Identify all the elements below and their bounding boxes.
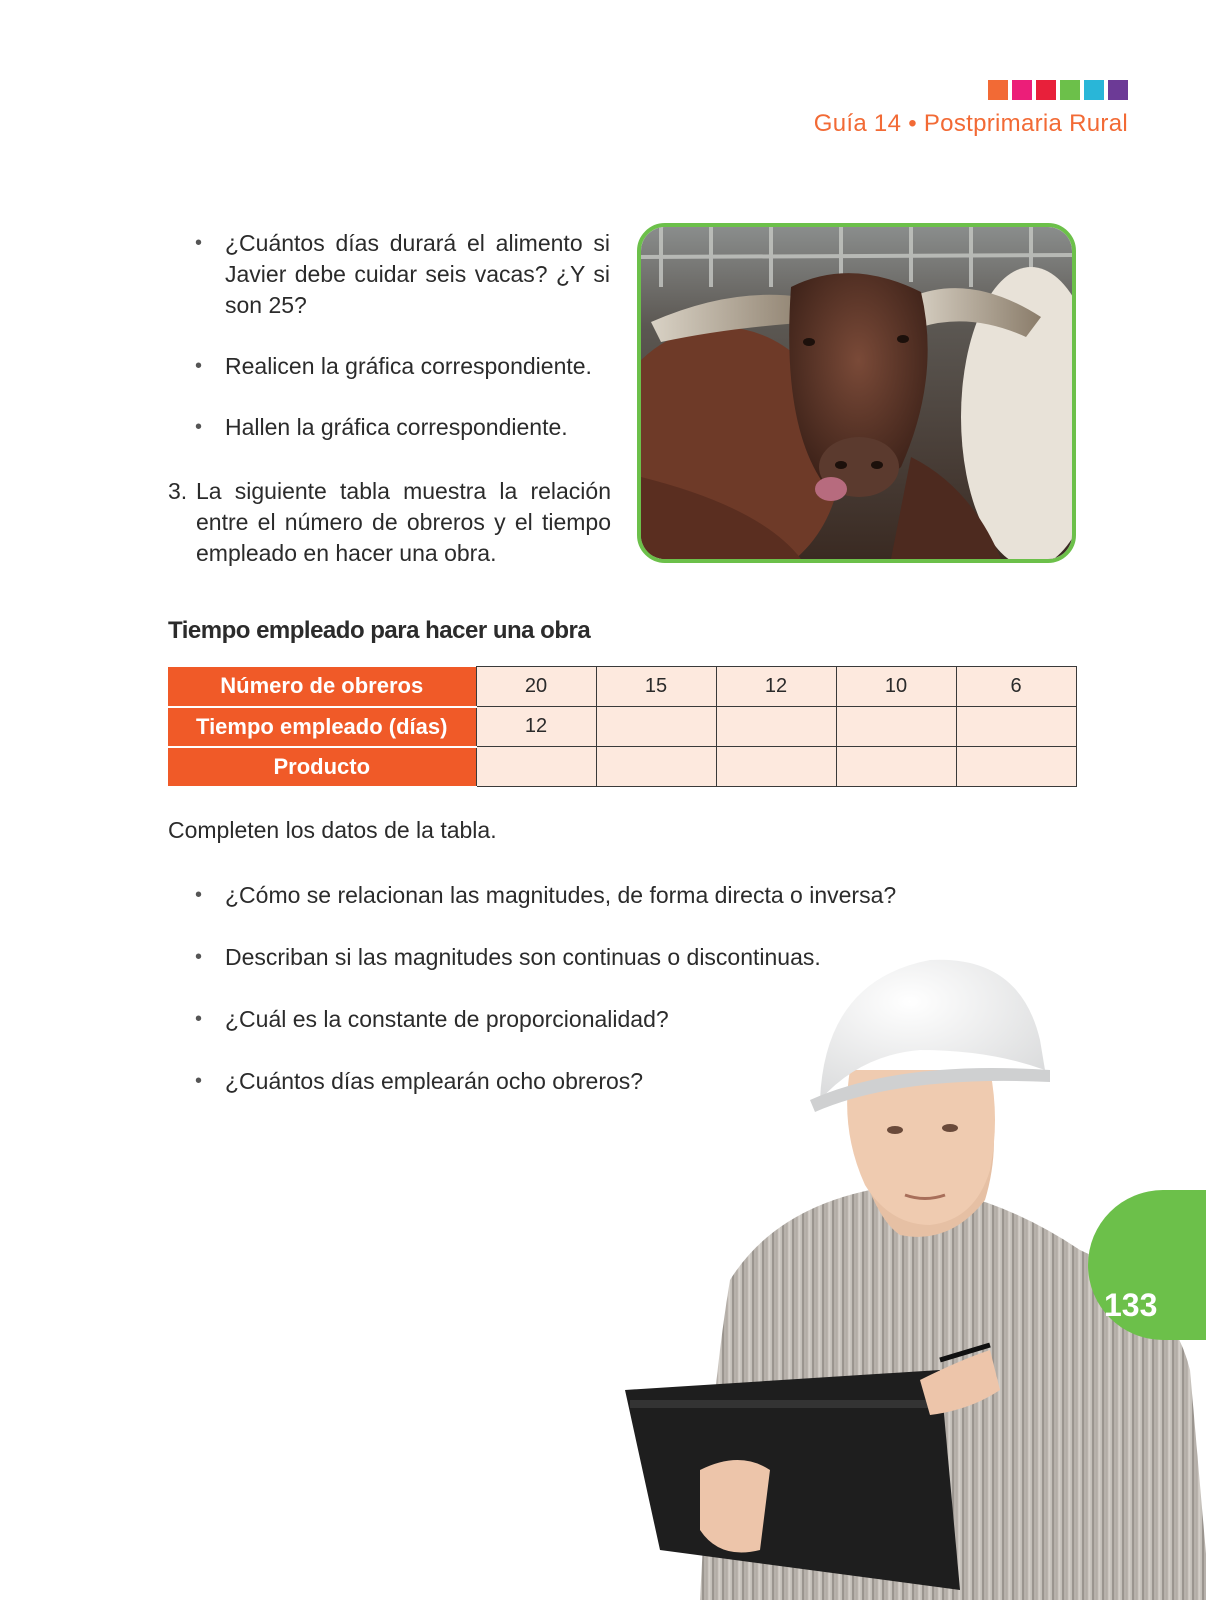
color-swatch (988, 80, 1008, 100)
list-item (195, 1066, 955, 1097)
color-swatch (1084, 80, 1104, 100)
list-item (195, 880, 955, 911)
table-cell: 6 (956, 667, 1076, 707)
table-row (168, 707, 1076, 747)
row-header: Número de obreros (168, 667, 476, 707)
bull-photo (637, 223, 1076, 563)
table-cell (836, 747, 956, 787)
list-item (195, 228, 610, 321)
table-cell (716, 707, 836, 747)
header-title: Guía 14 • Postprimaria Rural (813, 110, 1128, 137)
bullet-text: ¿Cuál es la constante de proporcionalidad? (225, 1006, 669, 1032)
bottom-bullet-list (195, 880, 955, 1128)
table-cell: 15 (596, 667, 716, 707)
bullet-icon: • (195, 1070, 203, 1092)
bullet-icon: • (195, 355, 203, 377)
table-cell (476, 747, 596, 787)
bullet-text: ¿Cómo se relacionan las magnitudes, de forma directa o inversa? (225, 882, 897, 908)
color-swatch (1108, 80, 1128, 100)
data-table (168, 666, 1077, 788)
table-row (168, 747, 1076, 787)
item-text: La siguiente tabla muestra la relación entre el número de obreros y el tiempo empleado en hacer una obra. (196, 478, 611, 566)
top-bullet-list (195, 228, 610, 473)
row-header: Producto (168, 747, 476, 787)
bullet-text: Realicen la gráfica correspondiente. (225, 353, 592, 379)
table-cell (836, 707, 956, 747)
table-cell (596, 747, 716, 787)
list-item (195, 412, 610, 443)
list-item (195, 942, 955, 973)
table-title: Tiempo empleado para hacer una obra (168, 617, 591, 644)
table-cell: 12 (716, 667, 836, 707)
table-cell: 20 (476, 667, 596, 707)
numbered-item-3 (168, 476, 611, 569)
bull-illustration (641, 227, 1072, 559)
table-cell: 12 (476, 707, 596, 747)
color-bar (988, 80, 1128, 100)
table-cell (716, 747, 836, 787)
table-cell (956, 707, 1076, 747)
page-number: 133 (1104, 1287, 1158, 1323)
instruction-text: Completen los datos de la tabla. (168, 817, 497, 843)
color-swatch (1060, 80, 1080, 100)
row-header: Tiempo empleado (días) (168, 707, 476, 747)
color-swatch (1036, 80, 1056, 100)
list-item (195, 1004, 955, 1035)
table-cell (956, 747, 1076, 787)
table-row (168, 667, 1076, 707)
bullet-text: ¿Cuántos días durará el alimento si Javier debe cuidar seis vacas? ¿Y si son 25? (225, 230, 610, 318)
bullet-icon: • (195, 946, 203, 968)
bullet-icon: • (195, 1008, 203, 1030)
bullet-text: ¿Cuántos días emplearán ocho obreros? (225, 1068, 644, 1094)
bullet-icon: • (195, 232, 203, 254)
table-cell (596, 707, 716, 747)
color-swatch (1012, 80, 1032, 100)
bullet-icon: • (195, 884, 203, 906)
bullet-icon: • (195, 416, 203, 438)
table-cell: 10 (836, 667, 956, 707)
bullet-text: Describan si las magnitudes son continuas o discontinuas. (225, 944, 821, 970)
item-number: 3. (168, 478, 188, 504)
list-item (195, 351, 610, 382)
bullet-text: Hallen la gráfica correspondiente. (225, 414, 568, 440)
